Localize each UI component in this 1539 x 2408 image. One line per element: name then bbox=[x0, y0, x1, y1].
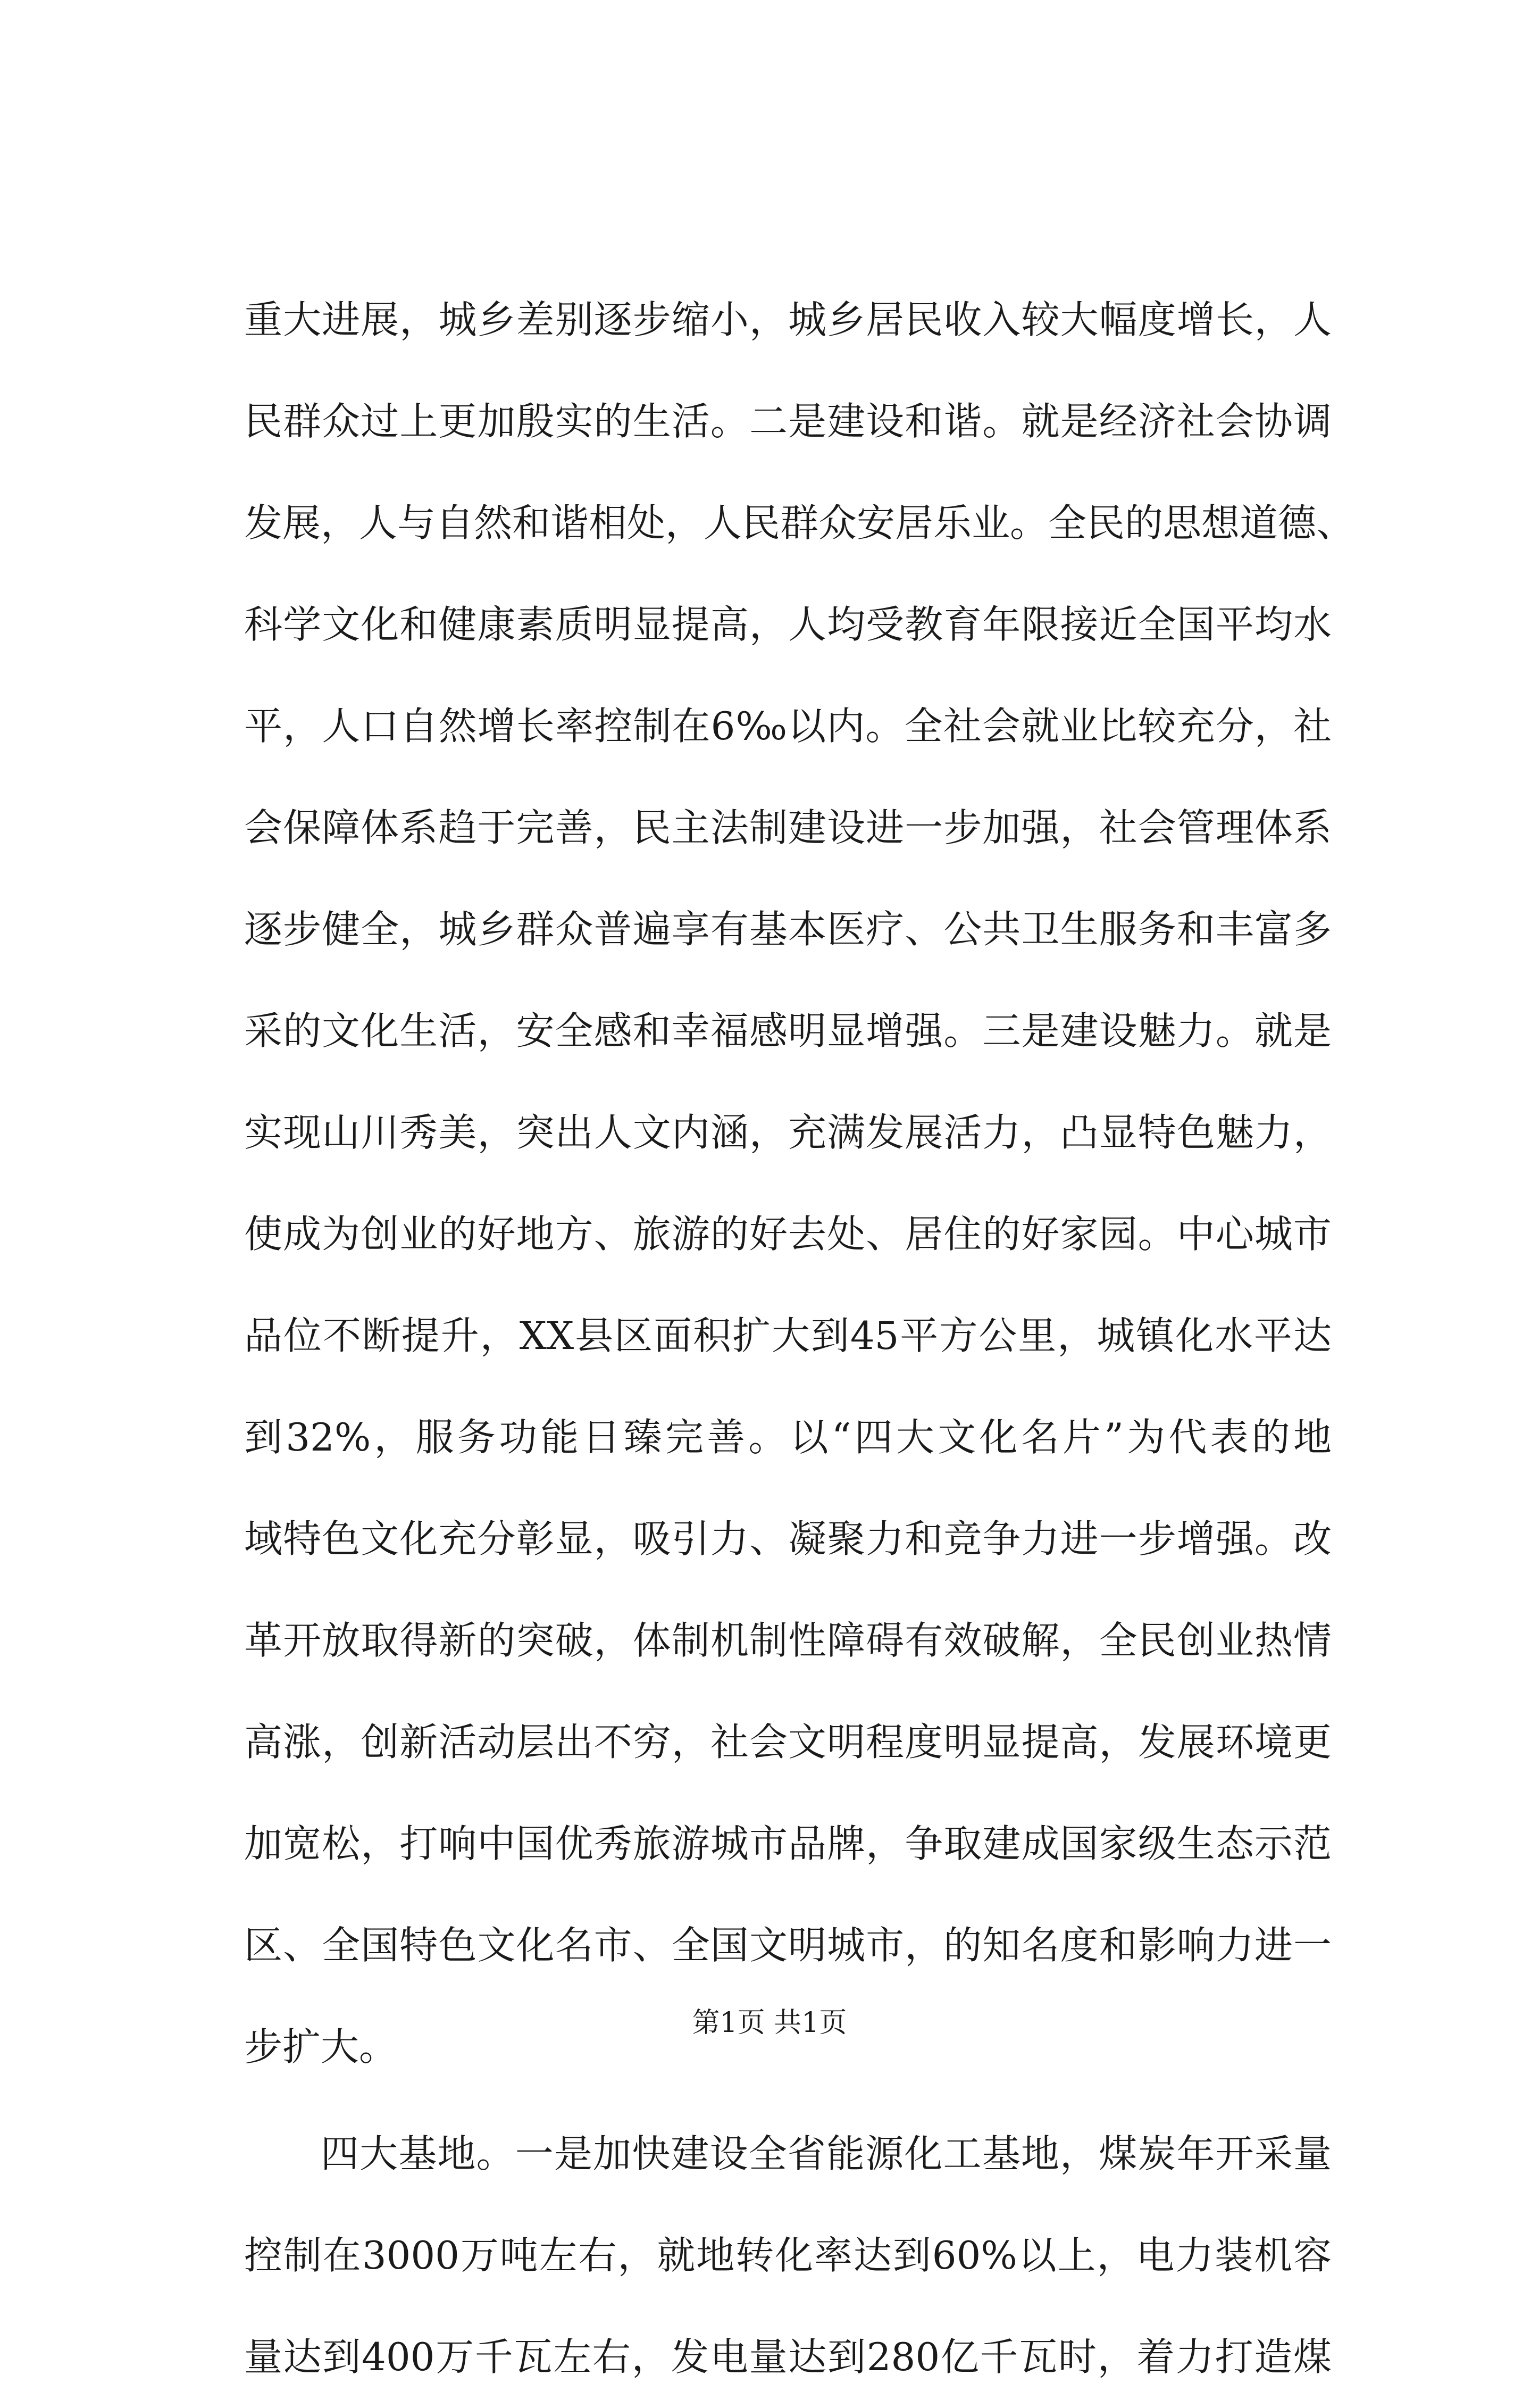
text-line: 区、全国特色文化名市、全国文明城市，的知名度和影响力进一 bbox=[244, 1923, 1332, 1968]
text-line: 加宽松，打响中国优秀旅游城市品牌，争取建成国家级生态示范 bbox=[244, 1821, 1332, 1866]
paragraph-1 bbox=[244, 269, 1355, 2098]
text-line: 域特色文化充分彰显，吸引力、凝聚力和竞争力进一步增强。改 bbox=[244, 1517, 1332, 1561]
text-line: 平，人口自然增长率控制在6‰以内。全社会就业比较充分，社 bbox=[244, 704, 1332, 748]
text-line: 采的文化生活，安全感和幸福感明显增强。三是建设魅力。就是 bbox=[244, 1009, 1332, 1053]
text-line: 会保障体系趋于完善，民主法制建设进一步加强，社会管理体系 bbox=[244, 805, 1332, 850]
text-line: 实现山川秀美，突出人文内涵，充满发展活力，凸显特色魅力， bbox=[244, 1110, 1332, 1155]
text-line: 控制在3000万吨左右，就地转化率达到60%以上，电力装机容 bbox=[244, 2233, 1332, 2278]
page-footer bbox=[0, 2000, 1539, 2040]
text-line: 民群众过上更加殷实的生活。二是建设和谐。就是经济社会协调 bbox=[244, 399, 1332, 444]
text-line: 高涨，创新活动层出不穷，社会文明程度明显提高，发展环境更 bbox=[244, 1720, 1332, 1764]
text-line: 品位不断提升，XX县区面积扩大到45平方公里，城镇化水平达 bbox=[244, 1313, 1332, 1358]
document-body bbox=[244, 269, 1355, 2408]
text-line: 量达到400万千瓦左右，发电量达到280亿千瓦时，着力打造煤 bbox=[244, 2335, 1332, 2379]
page-number-label: 第1页 共1页 bbox=[692, 2007, 847, 2039]
paragraph-gap bbox=[244, 2098, 1332, 2103]
text-line: 四大基地。一是加快建设全省能源化工基地，煤炭年开采量 bbox=[321, 2131, 1332, 2176]
text-line: 步扩大。 bbox=[244, 2024, 398, 2069]
paragraph-2 bbox=[244, 2103, 1332, 2408]
text-line: 使成为创业的好地方、旅游的好去处、居住的好家园。中心城市 bbox=[244, 1212, 1332, 1256]
text-line: 到32%，服务功能日臻完善。以“四大文化名片”为代表的地 bbox=[244, 1415, 1332, 1460]
text-line: 革开放取得新的突破，体制机制性障碍有效破解，全民创业热情 bbox=[244, 1618, 1332, 1663]
text-line: 科学文化和健康素质明显提高，人均受教育年限接近全国平均水 bbox=[244, 602, 1332, 647]
text-line: 重大进展，城乡差别逐步缩小，城乡居民收入较大幅度增长，人 bbox=[244, 297, 1332, 342]
text-line: 逐步健全，城乡群众普遍享有基本医疗、公共卫生服务和丰富多 bbox=[244, 907, 1332, 952]
text-line: 发展，人与自然和谐相处，人民群众安居乐业。全民的思想道德、 bbox=[244, 501, 1355, 545]
